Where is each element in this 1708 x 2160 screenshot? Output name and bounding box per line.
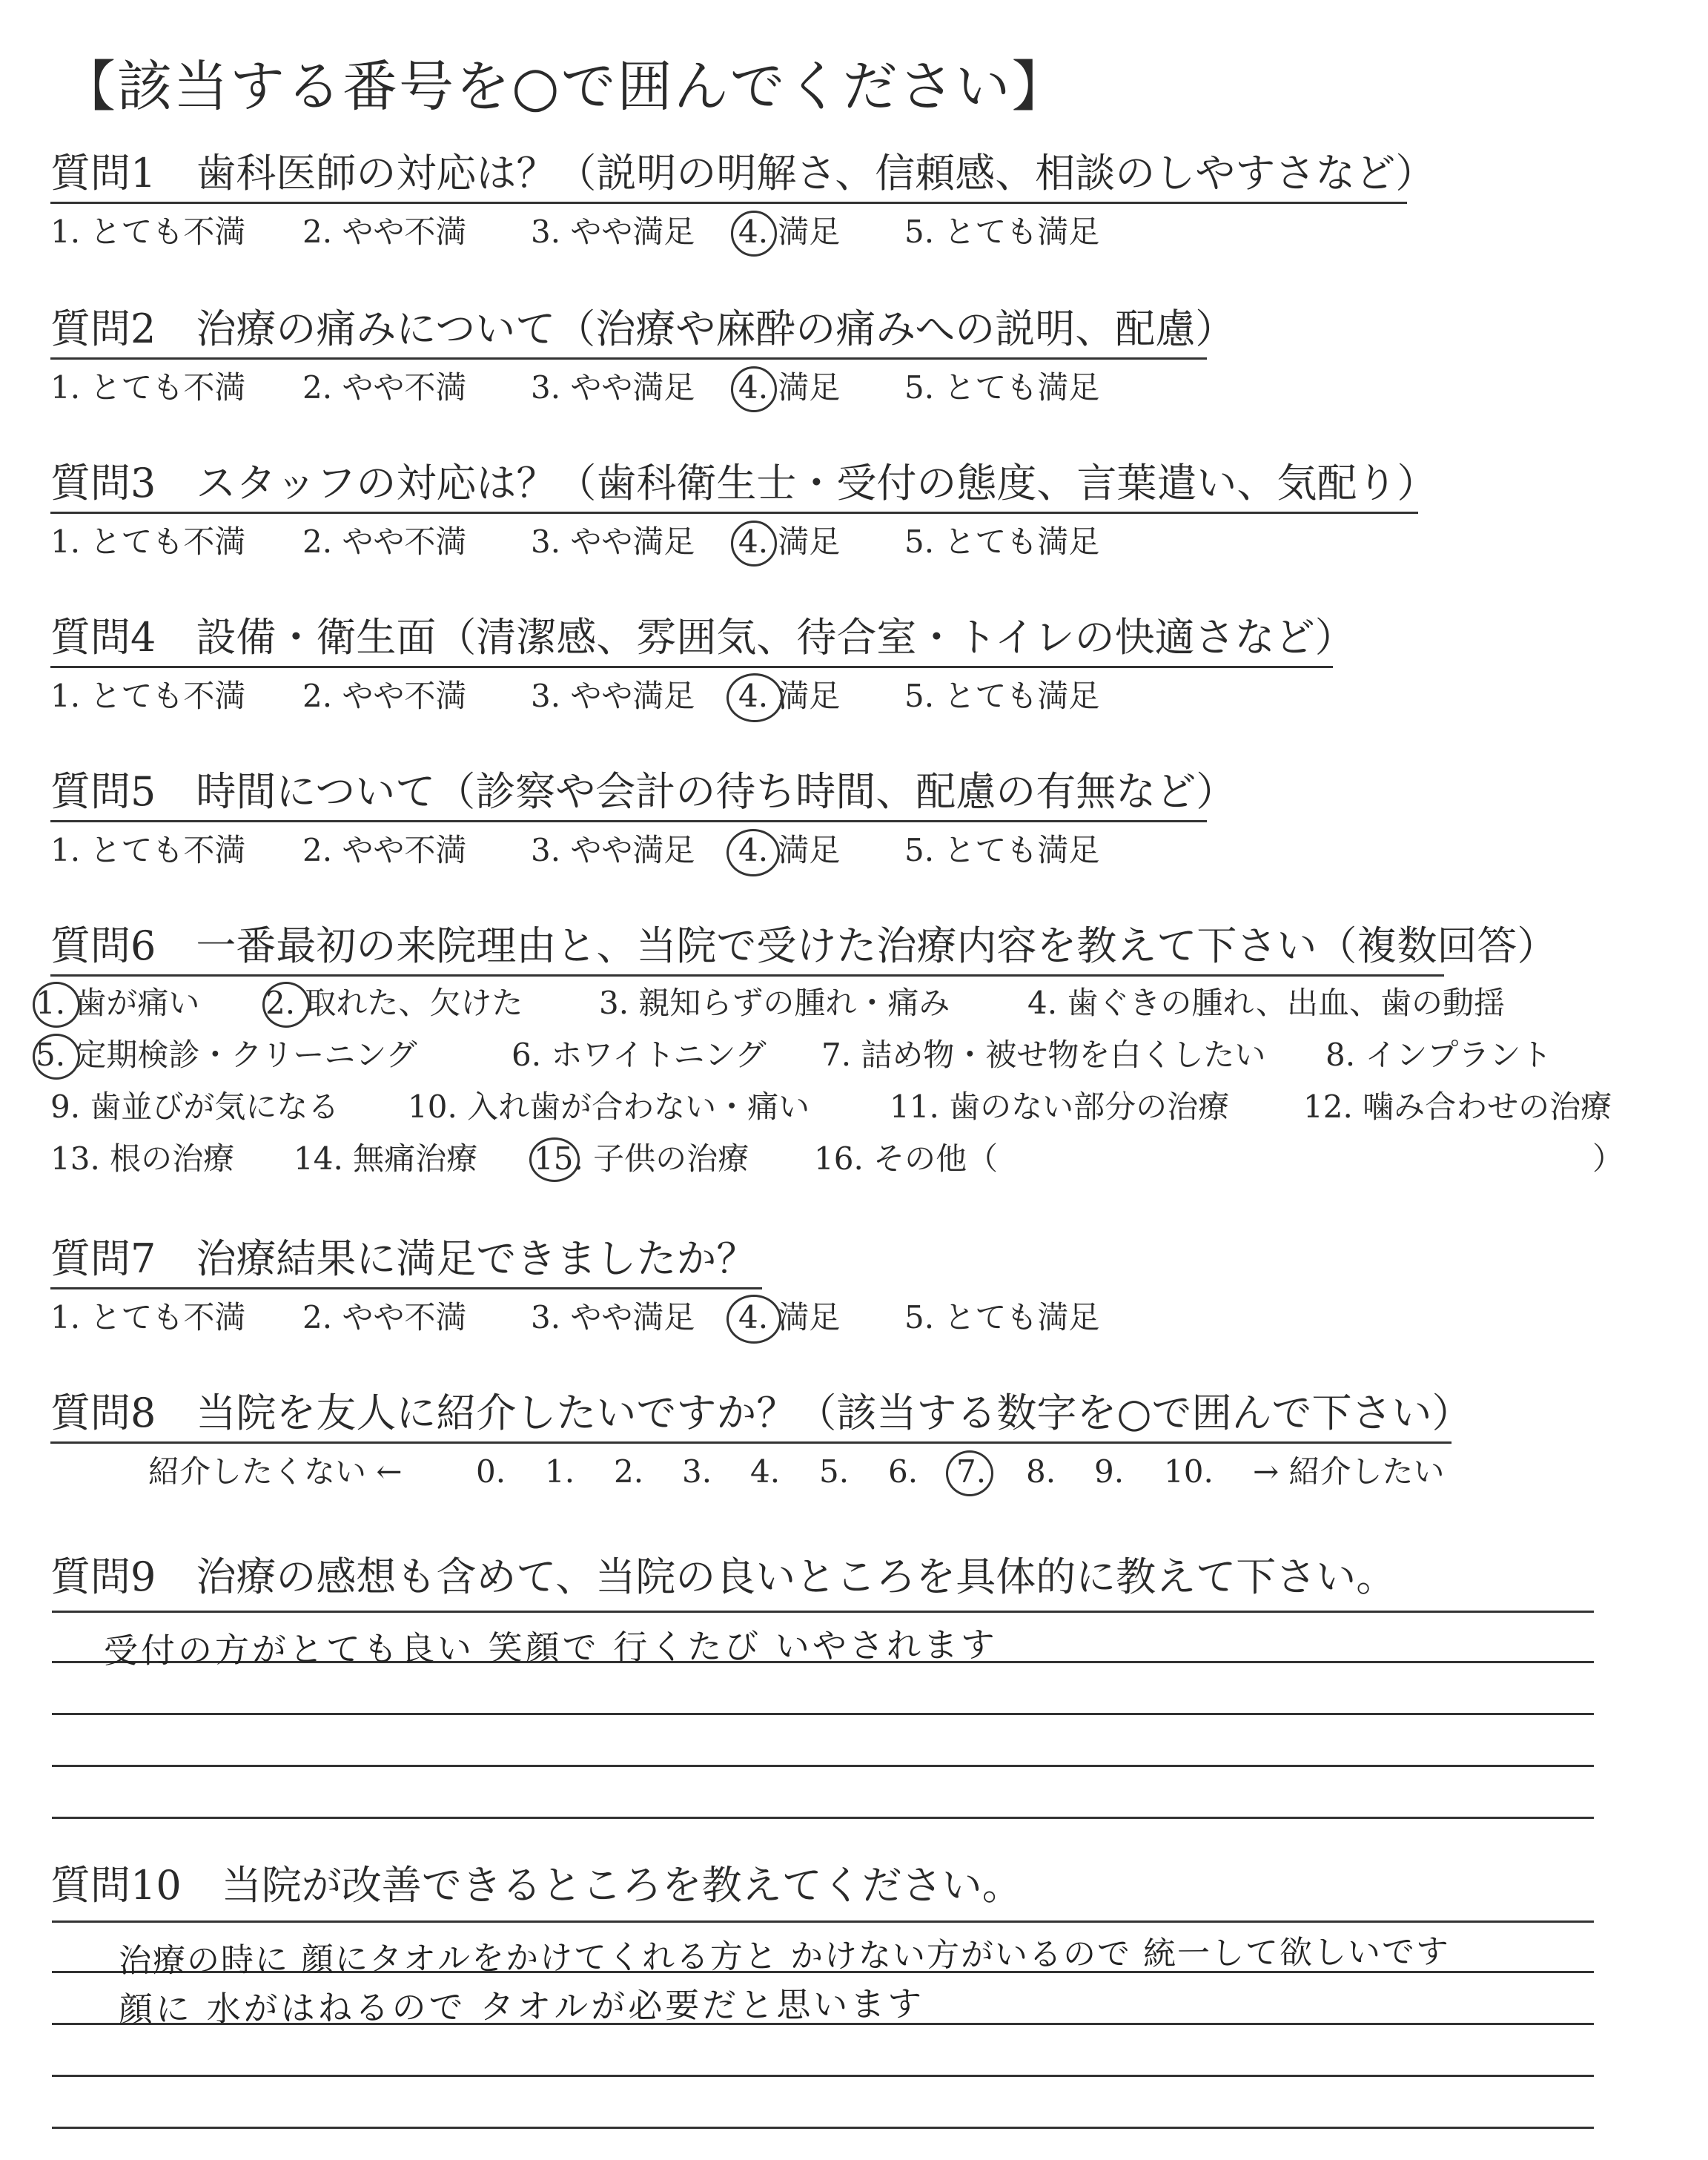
q2-option-4[interactable]: 4. 満足: [738, 369, 841, 406]
q6-option-12[interactable]: 12. 噛み合わせの治療: [1303, 1089, 1612, 1125]
q10-answer-line-5: [52, 2127, 1594, 2129]
question-4-heading: 質問4 設備・衛生面（清潔感、雰囲気、待合室・トイレの快適さなど）: [50, 612, 1333, 668]
question-8-heading: 質問8 当院を友人に紹介したいですか？（該当する数字を○で囲んで下さい）: [50, 1388, 1452, 1444]
q8-number-10[interactable]: 10.: [1164, 1453, 1214, 1490]
q1-option-5[interactable]: 5. とても満足: [904, 214, 1100, 250]
q6-selection-circle-15: [529, 1137, 580, 1182]
q6-option-7[interactable]: 7. 詰め物・被せ物を白くしたい: [821, 1037, 1266, 1073]
question-5-heading: 質問5 時間について（診察や会計の待ち時間、配慮の有無など）: [50, 767, 1207, 822]
page-title: 【該当する番号を○で囲んでください】: [61, 55, 1068, 119]
q8-number-8[interactable]: 8.: [1026, 1453, 1056, 1490]
q1-selection-circle: [731, 211, 777, 257]
question-7-heading: 質問7 治療結果に満足できましたか？: [50, 1234, 762, 1289]
q6-option-15[interactable]: 15. 子供の治療: [534, 1140, 749, 1177]
q4-option-4[interactable]: 4. 満足: [738, 678, 841, 714]
q1-option-3[interactable]: 3. やや満足: [531, 214, 695, 250]
q8-number-9[interactable]: 9.: [1094, 1453, 1125, 1490]
question-2-options: [50, 369, 1237, 409]
q3-option-1[interactable]: 1. とても不満: [50, 524, 246, 560]
q2-option-2[interactable]: 2. やや不満: [302, 369, 467, 406]
q5-selection-circle: [726, 829, 780, 876]
question-9-heading: 質問9 治療の感想も含めて、当院の良いところを具体的に教えて下さい。: [50, 1553, 1397, 1600]
q6-option-4[interactable]: 4. 歯ぐきの腫れ、出血、歯の動揺: [1027, 985, 1505, 1021]
question-2-heading: 質問2 治療の痛みについて（治療や麻酔の痛みへの説明、配慮）: [50, 304, 1207, 360]
q1-option-4[interactable]: 4. 満足: [738, 214, 841, 250]
q3-option-2[interactable]: 2. やや不満: [302, 524, 467, 560]
q8-left-label: 紹介したくない ←: [148, 1453, 403, 1490]
q3-option-4[interactable]: 4. 満足: [738, 524, 841, 560]
q6-option-16-close: ）: [1592, 1140, 1624, 1177]
q5-option-3[interactable]: 3. やや満足: [531, 832, 695, 868]
q4-option-2[interactable]: 2. やや不満: [302, 678, 467, 714]
q6-option-9[interactable]: 9. 歯並びが気になる: [50, 1089, 340, 1125]
q1-option-1[interactable]: 1. とても不満: [50, 214, 246, 250]
q5-option-1[interactable]: 1. とても不満: [50, 832, 246, 868]
q6-option-1[interactable]: 1. 歯が痛い: [36, 985, 200, 1021]
q4-option-5[interactable]: 5. とても満足: [904, 678, 1100, 714]
q7-option-5[interactable]: 5. とても満足: [904, 1299, 1100, 1335]
q9-answer-line-1: [52, 1611, 1594, 1613]
q8-right-label: → 紹介したい: [1253, 1453, 1445, 1490]
question-1-heading: 質問1 歯科医師の対応は？（説明の明解さ、信頼感、相談のしやすさなど）: [50, 148, 1407, 204]
q5-option-4[interactable]: 4. 満足: [738, 832, 841, 868]
q3-option-5[interactable]: 5. とても満足: [904, 524, 1100, 560]
question-1-options: [50, 214, 1237, 254]
q6-selection-circle-1: [33, 982, 80, 1028]
q2-selection-circle: [731, 366, 777, 412]
question-5-options: [50, 832, 1237, 872]
q3-selection-circle: [731, 521, 777, 567]
q4-option-3[interactable]: 3. やや満足: [531, 678, 695, 714]
q6-option-3[interactable]: 3. 親知らずの腫れ・痛み: [599, 985, 950, 1021]
q9-answer-line-4: [52, 1765, 1594, 1767]
q9-answer-line-5: [52, 1817, 1594, 1819]
q10-handwritten-answer-line-2[interactable]: 顔に 水がはねるので タオルが必要だと思います: [118, 1984, 925, 2029]
q7-option-3[interactable]: 3. やや満足: [531, 1299, 695, 1335]
q2-option-1[interactable]: 1. とても不満: [50, 369, 246, 406]
q6-selection-circle-2: [262, 982, 310, 1028]
q6-option-6[interactable]: 6. ホワイトニング: [512, 1037, 767, 1073]
q4-option-1[interactable]: 1. とても不満: [50, 678, 246, 714]
q7-option-4[interactable]: 4. 満足: [738, 1299, 841, 1335]
q8-number-3[interactable]: 3.: [682, 1453, 712, 1490]
q6-option-11[interactable]: 11. 歯のない部分の治療: [890, 1089, 1230, 1125]
q3-option-3[interactable]: 3. やや満足: [531, 524, 695, 560]
q6-option-13[interactable]: 13. 根の治療: [50, 1140, 235, 1177]
question-3-options: [50, 526, 1237, 564]
question-3-heading: 質問3 スタッフの対応は？（歯科衛生士・受付の態度、言葉遣い、気配り）: [50, 458, 1418, 514]
q6-option-16[interactable]: 16. その他（: [814, 1140, 999, 1177]
q8-number-7[interactable]: 7.: [956, 1453, 987, 1490]
q8-number-4[interactable]: 4.: [750, 1453, 781, 1490]
q2-option-3[interactable]: 3. やや満足: [531, 369, 695, 406]
q6-option-2[interactable]: 2. 取れた、欠けた: [265, 985, 523, 1021]
q9-handwritten-answer[interactable]: 受付の方がとても良い 笑顔で 行くたび いやされます: [103, 1624, 999, 1671]
q7-option-1[interactable]: 1. とても不満: [50, 1299, 246, 1335]
q6-option-5[interactable]: 5. 定期検診・クリーニング: [36, 1037, 417, 1073]
q8-number-5[interactable]: 5.: [819, 1453, 850, 1490]
question-6-heading: 質問6 一番最初の来院理由と、当院で受けた治療内容を教えて下さい（複数回答）: [50, 921, 1444, 977]
q8-number-6[interactable]: 6.: [888, 1453, 918, 1490]
q8-number-0[interactable]: 0.: [476, 1453, 506, 1490]
question-10-heading: 質問10 当院が改善できるところを教えてください。: [50, 1862, 1022, 1909]
q10-answer-line-1: [52, 1920, 1594, 1923]
q5-option-2[interactable]: 2. やや不満: [302, 832, 467, 868]
q6-option-8[interactable]: 8. インプラント: [1325, 1037, 1552, 1073]
q1-option-2[interactable]: 2. やや不満: [302, 214, 467, 250]
q2-option-5[interactable]: 5. とても満足: [904, 369, 1100, 406]
q8-number-1[interactable]: 1.: [545, 1453, 575, 1490]
question-7-options: [50, 1299, 1237, 1339]
q9-answer-line-3: [52, 1713, 1594, 1715]
q8-selection-circle: [946, 1450, 993, 1496]
q7-option-2[interactable]: 2. やや不満: [302, 1299, 467, 1335]
q7-selection-circle: [726, 1295, 781, 1344]
q6-selection-circle-5: [33, 1034, 80, 1080]
q4-selection-circle: [726, 673, 783, 722]
q6-option-14[interactable]: 14. 無痛治療: [294, 1140, 478, 1177]
question-8-scale: [148, 1453, 1557, 1493]
q6-option-10[interactable]: 10. 入れ歯が合わない・痛い: [408, 1089, 810, 1125]
q10-answer-line-4: [52, 2075, 1594, 2077]
q8-number-2[interactable]: 2.: [614, 1453, 644, 1490]
q5-option-5[interactable]: 5. とても満足: [904, 832, 1100, 868]
q10-handwritten-answer-line-1[interactable]: 治療の時に 顔にタオルをかけてくれる方と かけない方がいるので 統一して欲しいです: [118, 1932, 1451, 1981]
question-6-options: [36, 985, 1681, 1195]
question-4-options: [50, 678, 1237, 718]
